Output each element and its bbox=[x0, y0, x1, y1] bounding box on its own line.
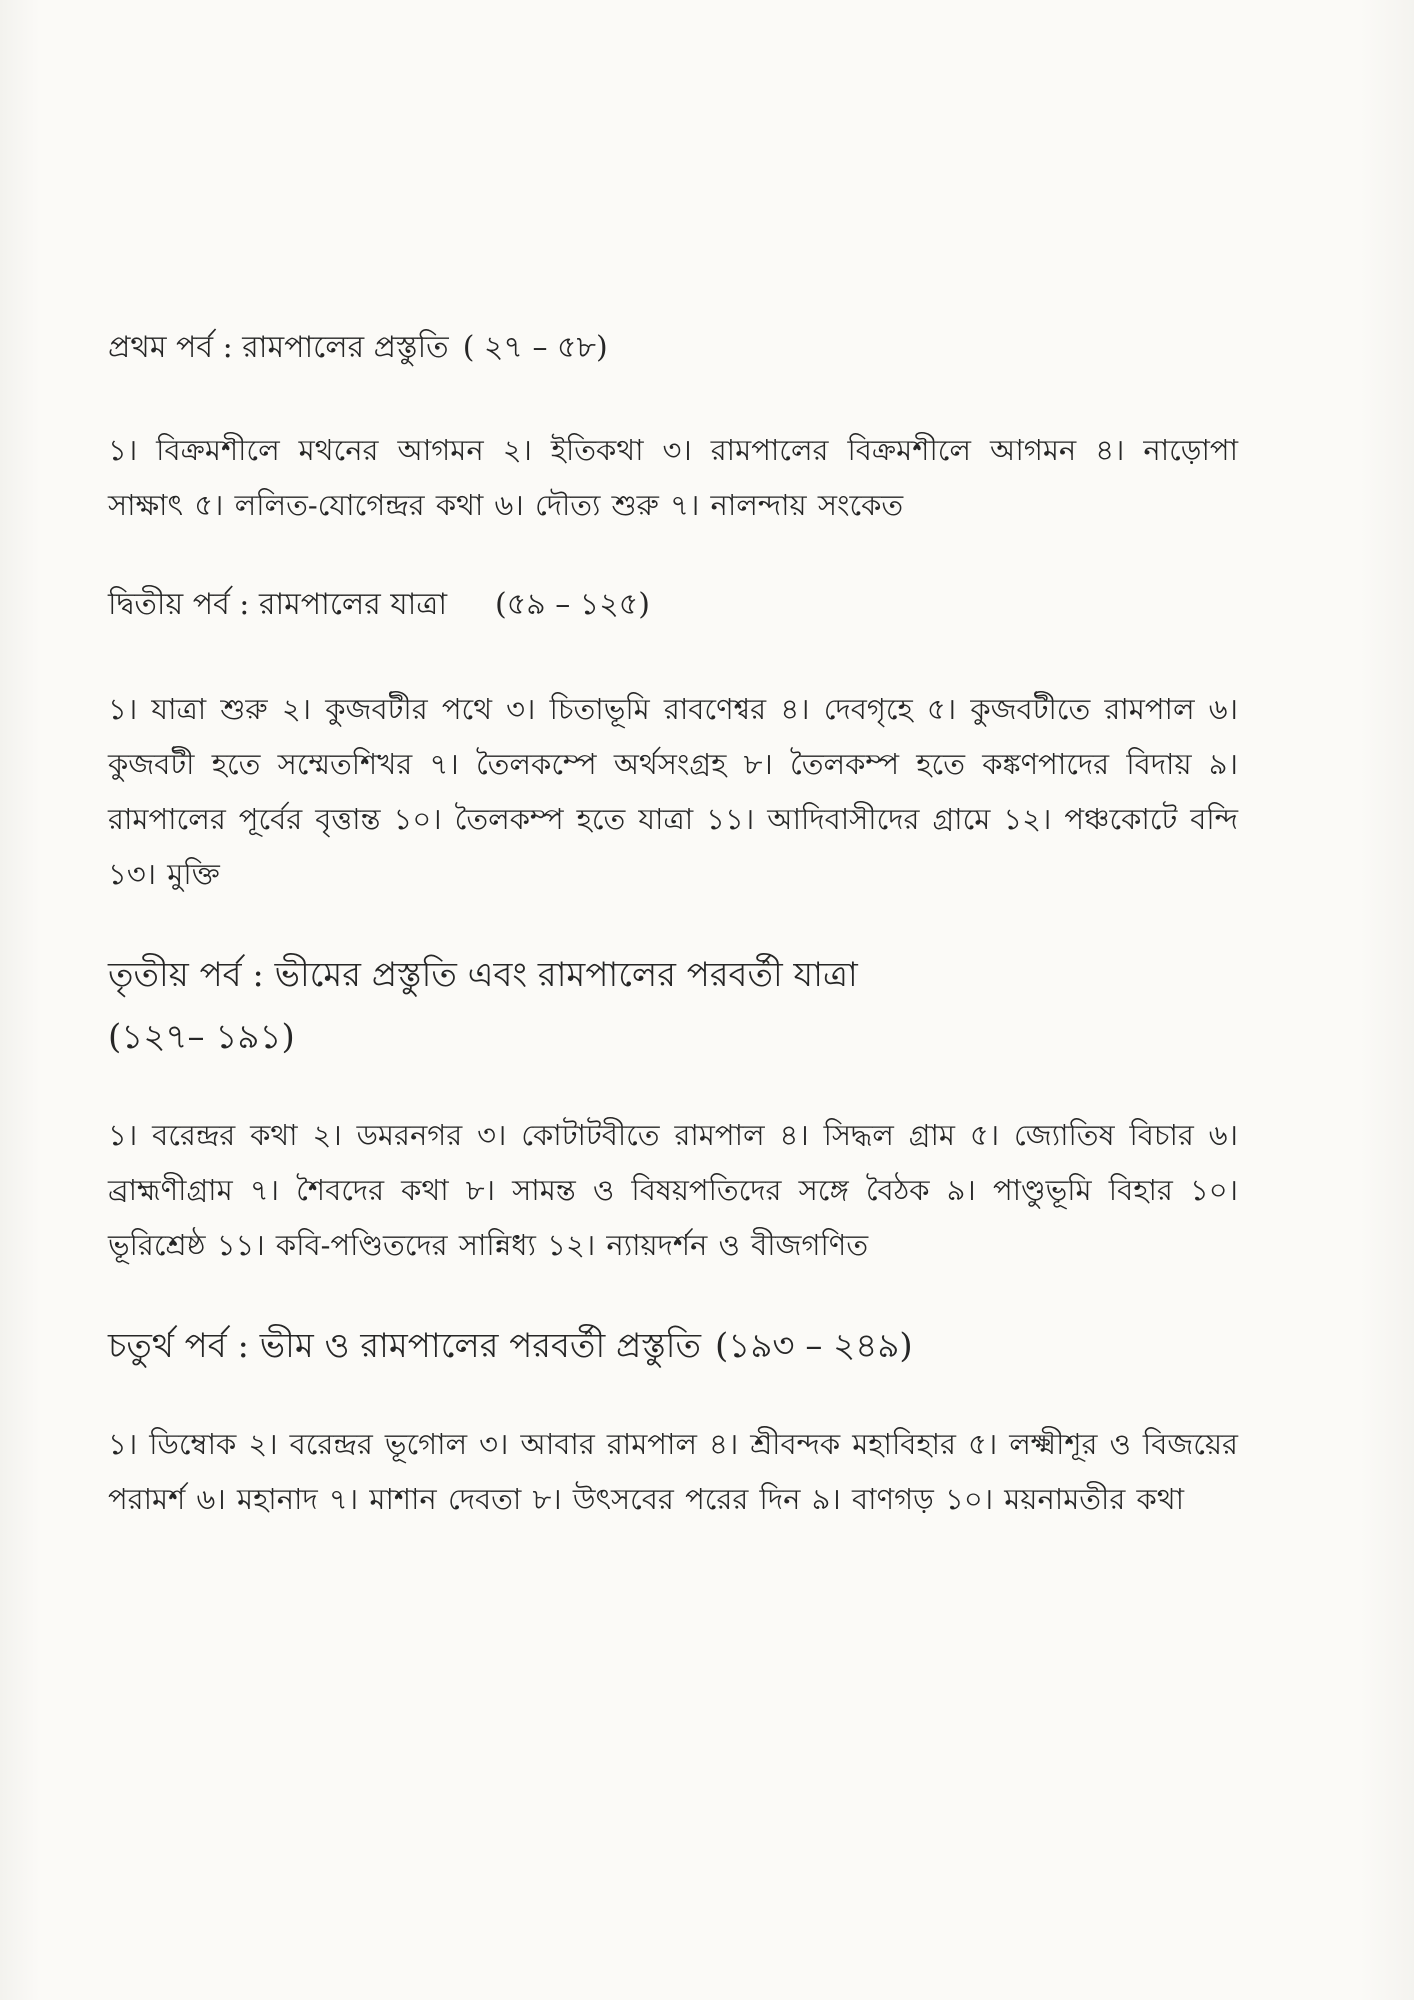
page-range: ( ২৭ – ৫৮) bbox=[462, 330, 608, 365]
chapter-list: ১। বরেন্দ্রর কথা ২। ডমরনগর ৩। কোটাটবীতে রামপাল ৪। সিদ্ধল গ্রাম ৫। জ্যোতিষ বিচার ৬। ব্রাহ্মণীগ্রাম ৭। শৈবদের কথা ৮। সামন্ত ও বিষয়পতিদের সঙ্গে বৈঠক ৯। পাণ্ডুভূমি বিহার ১০। ভূরিশ্রেষ্ঠ ১১। কবি-পণ্ডিতদের সান্নিধ্য ১২। ন্যায়দর্শন ও বীজগণিত bbox=[108, 1118, 1238, 1262]
section-title: প্রথম পর্ব : রামপালের প্রস্তুতি bbox=[108, 330, 449, 365]
section-part-four bbox=[108, 1315, 1238, 1527]
chapter-list: ১। যাত্রা শুরু ২। কুজবটীর পথে ৩। চিতাভূমি রাবণেশ্বর ৪। দেবগৃহে ৫। কুজবটীতে রামপাল ৬। কুজবটী হতে সম্মেতশিখর ৭। তৈলকম্পে অর্থসংগ্রহ ৮। তৈলকম্প হতে কঙ্কণপাদের বিদায় ৯। রামপালের পূর্বের বৃত্তান্ত ১০। তৈলকম্প হতে যাত্রা ১১। আদিবাসীদের গ্রামে ১২। পঞ্চকোটে বন্দি ১৩। মুক্তি bbox=[108, 692, 1238, 891]
table-of-contents bbox=[108, 318, 1238, 1527]
chapter-list: ১। বিক্রমশীলে মথনের আগমন ২। ইতিকথা ৩। রামপালের বিক্রমশীলে আগমন ৪। নাড়োপা সাক্ষাৎ ৫। ললিত-যোগেন্দ্রর কথা ৬। দৌত্য শুরু ৭। নালন্দায় সংকেত bbox=[108, 433, 1238, 522]
section-part-two bbox=[108, 575, 1238, 902]
chapter-list: ১। ডিম্বোক ২। বরেন্দ্রর ভূগোল ৩। আবার রামপাল ৪। শ্রীবন্দক মহাবিহার ৫। লক্ষ্মীশূর ও বিজয়ের পরামর্শ ৬। মহানাদ ৭। মাশান দেবতা ৮। উৎসবের পরের দিন ৯। বাণগড় ১০। ময়নামতীর কথা bbox=[108, 1427, 1238, 1516]
section-title: তৃতীয় পর্ব : ভীমের প্রস্তুতি এবং রামপালের পরবর্তী যাত্রা bbox=[108, 955, 858, 995]
section-heading bbox=[108, 944, 1238, 1068]
section-title: চতুর্থ পর্ব : ভীম ও রামপালের পরবর্তী প্রস্তুতি bbox=[108, 1326, 702, 1366]
section-heading bbox=[108, 575, 1238, 635]
section-part-one bbox=[108, 318, 1238, 533]
page-range: (১২৭– ১৯১) bbox=[108, 1017, 295, 1057]
section-part-three bbox=[108, 944, 1238, 1273]
page-range: (১৯৩ – ২৪৯) bbox=[715, 1326, 913, 1366]
section-heading bbox=[108, 1315, 1238, 1377]
page-range: (৫৯ – ১২৫) bbox=[495, 587, 650, 622]
section-heading bbox=[108, 318, 1238, 378]
section-title: দ্বিতীয় পর্ব : রামপালের যাত্রা bbox=[108, 587, 448, 622]
